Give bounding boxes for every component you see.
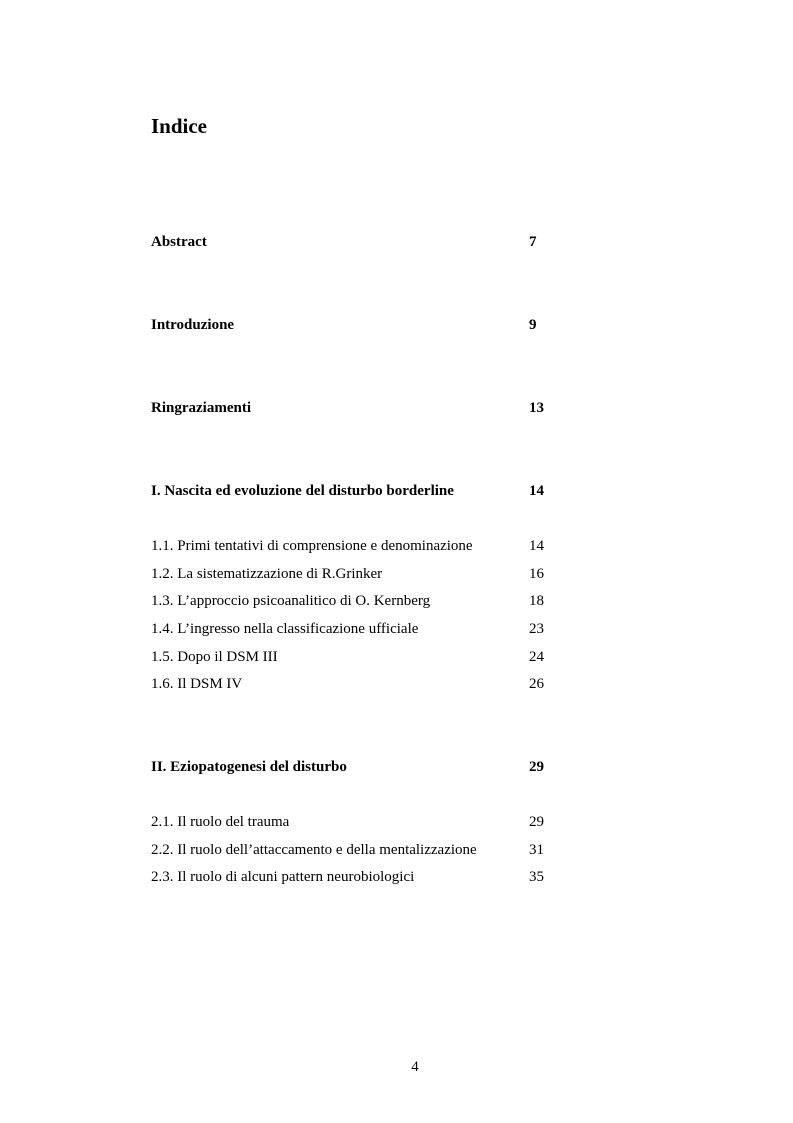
toc-chapter-1 (151, 481, 551, 501)
toc-entry-label: 1.4. L’ingresso nella classificazione ufficiale (151, 621, 419, 637)
toc-entry-label: 1.3. L’approccio psicoanalitico di O. Kernberg (151, 593, 431, 609)
page-number: 4 (411, 1059, 419, 1075)
toc-entry-label: 1.6. Il DSM IV (151, 676, 243, 692)
toc-entry-page: 14 (529, 538, 544, 554)
toc-entry-label: 2.3. Il ruolo di alcuni pattern neurobiologici (151, 869, 415, 885)
toc-entry-page: 13 (529, 400, 544, 416)
toc-entry-page: 18 (529, 593, 544, 609)
toc-section-2-2 (151, 840, 551, 860)
toc-section-1-3 (151, 591, 551, 611)
toc-section-1-1 (151, 536, 551, 556)
toc-entry-label: Abstract (151, 234, 207, 250)
toc-entry-page: 16 (529, 566, 544, 582)
toc-section-1-4 (151, 619, 551, 639)
toc-entry-label: 1.2. La sistematizzazione di R.Grinker (151, 566, 383, 582)
toc-section-1-6 (151, 674, 551, 694)
toc-entry-label: 1.5. Dopo il DSM III (151, 649, 278, 665)
toc-entry-label: 2.2. Il ruolo dell’attaccamento e della mentalizzazione (151, 842, 477, 858)
toc-section-2-3 (151, 867, 551, 887)
toc-entry-label: I. Nascita ed evoluzione del disturbo borderline (151, 483, 454, 499)
toc-entry-page: 29 (529, 814, 544, 830)
toc-entry-page: 7 (529, 234, 537, 250)
toc-entry-page: 14 (529, 483, 544, 499)
toc-entry-label: II. Eziopatogenesi del disturbo (151, 759, 347, 775)
toc-entry-page: 9 (529, 317, 537, 333)
toc-entry-page: 29 (529, 759, 544, 775)
toc-entry-page: 24 (529, 649, 544, 665)
toc-section-1-5 (151, 647, 551, 667)
toc-section-2-1 (151, 812, 551, 832)
toc-entry-label: Ringraziamenti (151, 400, 251, 416)
toc-chapter-2 (151, 757, 551, 777)
toc-entry-page: 23 (529, 621, 544, 637)
toc-entry-label: 2.1. Il ruolo del trauma (151, 814, 290, 830)
toc-section-1-2 (151, 564, 551, 584)
toc-entry-page: 35 (529, 869, 544, 885)
toc-entry-ringraziamenti (151, 398, 551, 418)
toc-entry-page: 26 (529, 676, 544, 692)
toc-entry-abstract (151, 232, 551, 252)
toc-entry-label: 1.1. Primi tentativi di comprensione e denominazione (151, 538, 473, 554)
toc-entry-page: 31 (529, 842, 544, 858)
toc-entry-label: Introduzione (151, 317, 235, 333)
toc-entry-introduzione (151, 315, 551, 335)
page-title: Indice (151, 114, 208, 138)
